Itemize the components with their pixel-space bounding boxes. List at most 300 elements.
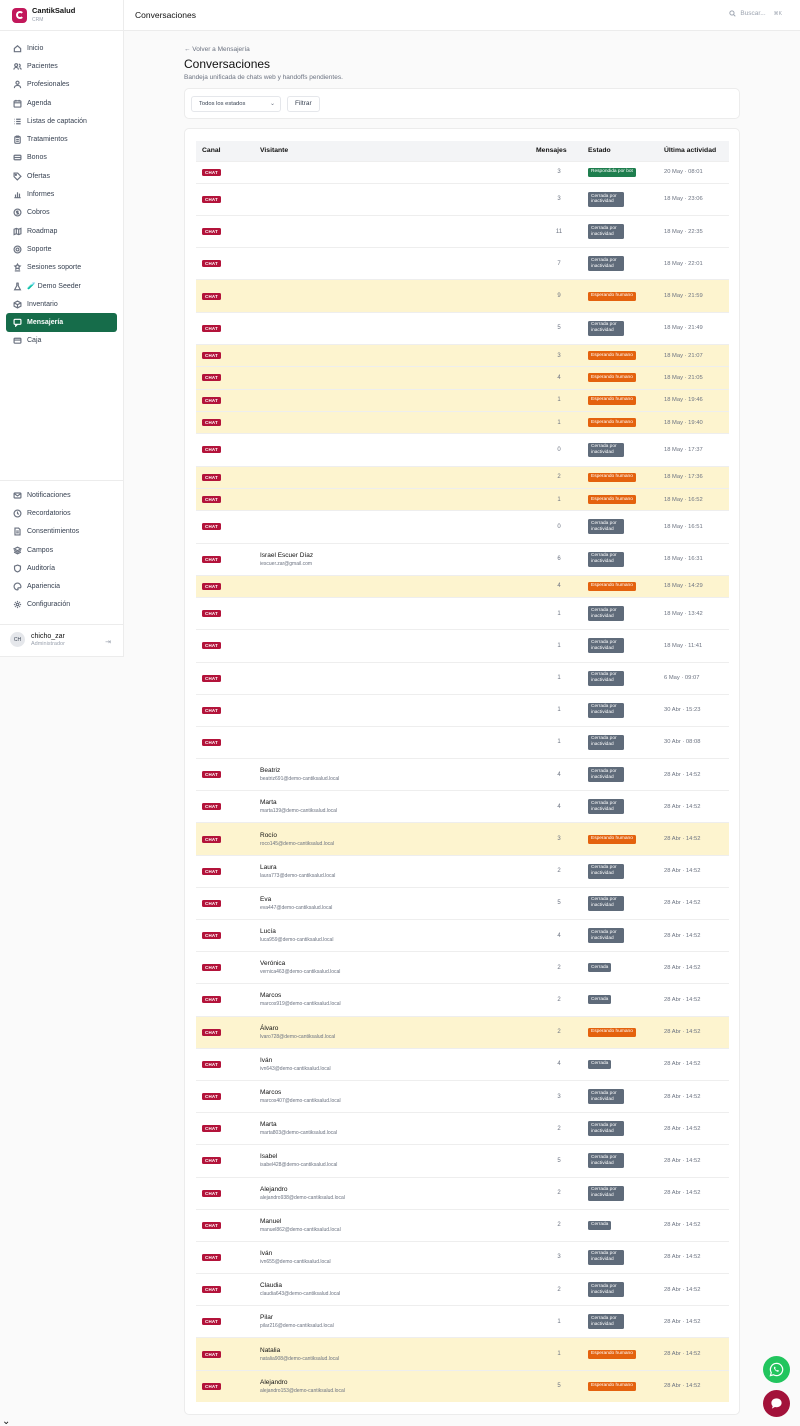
tag-icon bbox=[12, 171, 22, 181]
visitor-name: Alejandro bbox=[260, 1378, 288, 1386]
table-row[interactable] bbox=[196, 575, 729, 597]
search-input[interactable] bbox=[729, 10, 782, 17]
message-count: 6 bbox=[536, 543, 582, 575]
shortcut-hint: ⌘K bbox=[773, 10, 782, 17]
filter-button[interactable]: Filtrar bbox=[287, 96, 320, 112]
status-cell bbox=[582, 726, 658, 758]
message-count: 7 bbox=[536, 248, 582, 280]
chart-icon bbox=[12, 190, 22, 200]
last-activity: 28 Abr · 14:52 bbox=[658, 1145, 729, 1177]
message-count: 4 bbox=[536, 367, 582, 389]
table-row[interactable] bbox=[196, 344, 729, 366]
canal-badge: CHAT bbox=[202, 771, 221, 778]
status-cell bbox=[582, 412, 658, 434]
canal-badge: CHAT bbox=[202, 964, 221, 971]
message-count: 11 bbox=[536, 216, 582, 248]
canal-cell bbox=[196, 823, 254, 855]
canal-cell bbox=[196, 389, 254, 411]
status-cell bbox=[582, 161, 658, 183]
visitor-cell bbox=[254, 412, 536, 434]
visitor-cell bbox=[254, 1113, 536, 1145]
table-row[interactable] bbox=[196, 694, 729, 726]
last-activity: 28 Abr · 14:52 bbox=[658, 952, 729, 984]
sidebar-item-user-group[interactable] bbox=[0, 76, 123, 94]
visitor-email: alejandro938@demo-cantiksalud.local bbox=[260, 1194, 345, 1201]
table-row[interactable] bbox=[196, 280, 729, 312]
last-activity: 18 May · 21:49 bbox=[658, 312, 729, 344]
status-badge: Esperando humano bbox=[588, 1382, 636, 1391]
message-count: 5 bbox=[536, 1145, 582, 1177]
last-activity: 28 Abr · 14:52 bbox=[658, 1016, 729, 1048]
page-subtitle: Bandeja unificada de chats web y handoffs pendientes. bbox=[184, 74, 343, 81]
visitor-email: eva447@demo-cantiksalud.local bbox=[260, 904, 333, 911]
nav-item-label: Informes bbox=[27, 191, 55, 199]
calendar-icon bbox=[12, 98, 22, 108]
sidebar-item-document[interactable] bbox=[0, 523, 123, 541]
visitor-cell bbox=[254, 952, 536, 984]
visitor-email: luca959@demo-cantiksalud.local bbox=[260, 937, 334, 944]
table-row[interactable] bbox=[196, 1241, 729, 1273]
status-badge: Cerrada por inactividad bbox=[588, 1121, 624, 1136]
table-row[interactable] bbox=[196, 161, 729, 183]
canal-cell bbox=[196, 1177, 254, 1209]
message-count: 2 bbox=[536, 1274, 582, 1306]
table-row[interactable] bbox=[196, 791, 729, 823]
status-select-value: Todos los estados bbox=[199, 100, 246, 107]
status-cell bbox=[582, 280, 658, 312]
table-row[interactable] bbox=[196, 248, 729, 280]
table-row[interactable] bbox=[196, 598, 729, 630]
sidebar-item-chart[interactable] bbox=[0, 185, 123, 203]
table-row[interactable] bbox=[196, 389, 729, 411]
canal-badge: CHAT bbox=[202, 374, 221, 381]
header-canal: Canal bbox=[196, 141, 254, 161]
sidebar-item-calendar[interactable] bbox=[0, 94, 123, 112]
canal-cell bbox=[196, 887, 254, 919]
status-badge: Cerrada por inactividad bbox=[588, 256, 624, 271]
user-name: chicho_zar bbox=[31, 632, 65, 640]
message-count: 0 bbox=[536, 434, 582, 466]
canal-badge: CHAT bbox=[202, 397, 221, 404]
visitor-cell bbox=[254, 1145, 536, 1177]
sidebar-item-flask[interactable] bbox=[0, 277, 123, 295]
status-cell bbox=[582, 598, 658, 630]
status-badge: Esperando humano bbox=[588, 373, 636, 382]
table-row[interactable] bbox=[196, 183, 729, 215]
header-visitante: Visitante bbox=[254, 141, 536, 161]
status-cell bbox=[582, 630, 658, 662]
nav-item-label: Soporte bbox=[27, 245, 52, 253]
canal-cell bbox=[196, 1306, 254, 1338]
status-cell bbox=[582, 1048, 658, 1080]
status-badge: Esperando humano bbox=[588, 292, 636, 301]
canal-badge: CHAT bbox=[202, 1254, 221, 1261]
canal-badge: CHAT bbox=[202, 419, 221, 426]
lifebuoy-icon bbox=[12, 244, 22, 254]
canal-cell bbox=[196, 1370, 254, 1402]
sidebar-item-support-session[interactable] bbox=[0, 259, 123, 277]
sidebar-item-ticket[interactable] bbox=[0, 149, 123, 167]
canal-badge: CHAT bbox=[202, 675, 221, 682]
canal-cell bbox=[196, 662, 254, 694]
last-activity: 30 Abr · 08:08 bbox=[658, 726, 729, 758]
last-activity: 18 May · 21:05 bbox=[658, 367, 729, 389]
visitor-email: marta803@demo-cantiksalud.local bbox=[260, 1130, 338, 1137]
last-activity: 18 May · 21:59 bbox=[658, 280, 729, 312]
canal-badge: CHAT bbox=[202, 836, 221, 843]
visitor-cell bbox=[254, 280, 536, 312]
message-count: 2 bbox=[536, 1016, 582, 1048]
map-icon bbox=[12, 226, 22, 236]
status-cell bbox=[582, 984, 658, 1016]
message-count: 1 bbox=[536, 630, 582, 662]
status-badge: Cerrada por inactividad bbox=[588, 224, 624, 239]
canal-cell bbox=[196, 984, 254, 1016]
canal-badge: CHAT bbox=[202, 707, 221, 714]
canal-badge: CHAT bbox=[202, 900, 221, 907]
canal-badge: CHAT bbox=[202, 446, 221, 453]
sidebar-item-map[interactable] bbox=[0, 222, 123, 240]
status-cell bbox=[582, 1080, 658, 1112]
visitor-cell bbox=[254, 1241, 536, 1273]
back-link[interactable]: ← Volver a Mensajería bbox=[184, 46, 250, 53]
status-cell bbox=[582, 389, 658, 411]
visitor-cell bbox=[254, 248, 536, 280]
table-row[interactable] bbox=[196, 1306, 729, 1338]
visitor-cell bbox=[254, 575, 536, 597]
status-badge: Respondida por bot bbox=[588, 168, 636, 177]
sidebar-item-list[interactable] bbox=[0, 112, 123, 130]
status-cell bbox=[582, 1338, 658, 1370]
canal-cell bbox=[196, 726, 254, 758]
visitor-cell bbox=[254, 312, 536, 344]
visitor-name: Marcos bbox=[260, 1089, 282, 1097]
last-activity: 28 Abr · 14:52 bbox=[658, 920, 729, 952]
canal-badge: CHAT bbox=[202, 1125, 221, 1132]
visitor-cell bbox=[254, 1338, 536, 1370]
visitor-name: Álvaro bbox=[260, 1024, 279, 1032]
last-activity: 28 Abr · 14:52 bbox=[658, 759, 729, 791]
status-cell bbox=[582, 823, 658, 855]
status-badge: Cerrada por inactividad bbox=[588, 735, 624, 750]
sidebar-item-clipboard[interactable] bbox=[0, 130, 123, 148]
canal-badge: CHAT bbox=[202, 1190, 221, 1197]
sidebar-item-gear[interactable] bbox=[0, 596, 123, 614]
stack-icon bbox=[12, 545, 22, 555]
last-activity: 18 May · 14:29 bbox=[658, 575, 729, 597]
message-count: 4 bbox=[536, 759, 582, 791]
table-row[interactable] bbox=[196, 662, 729, 694]
table-row[interactable] bbox=[196, 1016, 729, 1048]
message-count: 3 bbox=[536, 183, 582, 215]
table-row[interactable] bbox=[196, 630, 729, 662]
table-row[interactable] bbox=[196, 823, 729, 855]
logout-icon[interactable]: ⇥ bbox=[105, 639, 111, 646]
status-badge: Cerrada por inactividad bbox=[588, 1314, 624, 1329]
visitor-email: natalia908@demo-cantiksalud.local bbox=[260, 1355, 340, 1362]
last-activity: 28 Abr · 14:52 bbox=[658, 855, 729, 887]
status-badge: Esperando humano bbox=[588, 582, 636, 591]
brand-name: CantikSalud bbox=[32, 6, 76, 16]
chat-widget-button[interactable] bbox=[763, 1390, 790, 1417]
sidebar-item-box[interactable] bbox=[0, 295, 123, 313]
nav-item-label: Cobros bbox=[27, 209, 50, 217]
message-count: 2 bbox=[536, 1177, 582, 1209]
nav-item-label: Notificaciones bbox=[27, 491, 71, 499]
last-activity: 28 Abr · 14:52 bbox=[658, 1306, 729, 1338]
visitor-cell bbox=[254, 367, 536, 389]
status-badge: Cerrada por inactividad bbox=[588, 703, 624, 718]
visitor-cell bbox=[254, 1177, 536, 1209]
visitor-name: Natalia bbox=[260, 1346, 281, 1354]
message-count: 1 bbox=[536, 662, 582, 694]
sidebar-item-tag[interactable] bbox=[0, 167, 123, 185]
visitor-name: Isabel bbox=[260, 1153, 278, 1161]
visitor-cell bbox=[254, 759, 536, 791]
table-row[interactable] bbox=[196, 887, 729, 919]
status-badge: Cerrada bbox=[588, 963, 611, 972]
table-row[interactable] bbox=[196, 1145, 729, 1177]
header-actividad: Última actividad bbox=[658, 141, 729, 161]
nav-item-label: Mensajería bbox=[27, 319, 64, 327]
status-cell bbox=[582, 367, 658, 389]
brand-subtitle: CRM bbox=[32, 16, 44, 23]
table-row[interactable] bbox=[196, 216, 729, 248]
visitor-cell bbox=[254, 1209, 536, 1241]
status-badge: Cerrada por inactividad bbox=[588, 799, 624, 814]
sidebar-item-palette[interactable] bbox=[0, 577, 123, 595]
sidebar-item-shield[interactable] bbox=[0, 559, 123, 577]
status-cell bbox=[582, 183, 658, 215]
status-cell bbox=[582, 1274, 658, 1306]
message-count: 2 bbox=[536, 984, 582, 1016]
sidebar-item-coin[interactable] bbox=[0, 204, 123, 222]
last-activity: 18 May · 19:40 bbox=[658, 412, 729, 434]
message-count: 5 bbox=[536, 887, 582, 919]
status-badge: Cerrada por inactividad bbox=[588, 192, 624, 207]
visitor-email: manuel862@demo-cantiksalud.local bbox=[260, 1226, 341, 1233]
table-row[interactable] bbox=[196, 1338, 729, 1370]
visitor-cell bbox=[254, 630, 536, 662]
visitor-cell bbox=[254, 183, 536, 215]
message-count: 5 bbox=[536, 312, 582, 344]
canal-badge: CHAT bbox=[202, 1157, 221, 1164]
nav-item-label: Tratamientos bbox=[27, 136, 68, 144]
nav-item-label: Pacientes bbox=[27, 62, 58, 70]
status-cell bbox=[582, 1113, 658, 1145]
nav-item-label: Listas de captación bbox=[27, 117, 87, 125]
table-row[interactable] bbox=[196, 367, 729, 389]
table-row[interactable] bbox=[196, 412, 729, 434]
last-activity: 28 Abr · 14:52 bbox=[658, 823, 729, 855]
table-row[interactable] bbox=[196, 312, 729, 344]
table-row[interactable] bbox=[196, 543, 729, 575]
canal-badge: CHAT bbox=[202, 610, 221, 617]
canal-badge: CHAT bbox=[202, 228, 221, 235]
message-count: 4 bbox=[536, 791, 582, 823]
last-activity: 18 May · 16:51 bbox=[658, 511, 729, 543]
visitor-name: Laura bbox=[260, 863, 277, 871]
message-count: 9 bbox=[536, 280, 582, 312]
canal-cell bbox=[196, 1145, 254, 1177]
table-row[interactable] bbox=[196, 1209, 729, 1241]
canal-badge: CHAT bbox=[202, 642, 221, 649]
canal-cell bbox=[196, 759, 254, 791]
table-row[interactable] bbox=[196, 920, 729, 952]
canal-cell bbox=[196, 1080, 254, 1112]
status-cell bbox=[582, 434, 658, 466]
visitor-name: Alejandro bbox=[260, 1185, 288, 1193]
nav-item-label: Sesiones soporte bbox=[27, 264, 82, 272]
brand-logo-icon bbox=[12, 8, 27, 23]
visitor-email: pilar216@demo-cantiksalud.local bbox=[260, 1323, 334, 1330]
whatsapp-button[interactable] bbox=[763, 1356, 790, 1383]
table-row[interactable] bbox=[196, 466, 729, 488]
canal-badge: CHAT bbox=[202, 169, 221, 176]
last-activity: 18 May · 17:37 bbox=[658, 434, 729, 466]
table-row[interactable] bbox=[196, 855, 729, 887]
status-badge: Esperando humano bbox=[588, 418, 636, 427]
table-row[interactable] bbox=[196, 759, 729, 791]
whatsapp-icon bbox=[769, 1362, 784, 1377]
last-activity: 18 May · 17:36 bbox=[658, 466, 729, 488]
table-row[interactable] bbox=[196, 511, 729, 543]
status-badge: Cerrada por inactividad bbox=[588, 321, 624, 336]
table-row[interactable] bbox=[196, 1370, 729, 1402]
canal-badge: CHAT bbox=[202, 196, 221, 203]
table-row[interactable] bbox=[196, 1274, 729, 1306]
document-icon bbox=[12, 527, 22, 537]
visitor-cell bbox=[254, 488, 536, 510]
canal-badge: CHAT bbox=[202, 803, 221, 810]
status-badge: Esperando humano bbox=[588, 351, 636, 360]
last-activity: 18 May · 21:07 bbox=[658, 344, 729, 366]
message-count: 2 bbox=[536, 1209, 582, 1241]
shield-icon bbox=[12, 563, 22, 573]
status-cell bbox=[582, 855, 658, 887]
message-count: 3 bbox=[536, 1241, 582, 1273]
avatar: CH bbox=[10, 632, 25, 647]
visitor-email: vernica463@demo-cantiksalud.local bbox=[260, 969, 341, 976]
canal-cell bbox=[196, 694, 254, 726]
status-cell bbox=[582, 216, 658, 248]
visitor-email: ivn655@demo-cantiksalud.local bbox=[260, 1258, 331, 1265]
visitor-cell bbox=[254, 1370, 536, 1402]
message-count: 5 bbox=[536, 1370, 582, 1402]
canal-badge: CHAT bbox=[202, 1351, 221, 1358]
message-count: 0 bbox=[536, 511, 582, 543]
status-badge: Cerrada bbox=[588, 1221, 611, 1230]
chevron-down-icon[interactable]: ⌄ bbox=[2, 1416, 11, 1426]
coin-icon bbox=[12, 208, 22, 218]
sidebar-item-chat[interactable] bbox=[6, 313, 117, 331]
table-row[interactable] bbox=[196, 434, 729, 466]
status-badge: Cerrada por inactividad bbox=[588, 671, 624, 686]
table-row[interactable] bbox=[196, 1113, 729, 1145]
visitor-cell bbox=[254, 791, 536, 823]
nav-item-label: 🧪 Demo Seeder bbox=[27, 283, 81, 290]
last-activity: 20 May · 08:01 bbox=[658, 161, 729, 183]
status-badge: Esperando humano bbox=[588, 473, 636, 482]
nav-item-label: Inventario bbox=[27, 300, 58, 308]
table-row[interactable] bbox=[196, 726, 729, 758]
canal-cell bbox=[196, 412, 254, 434]
visitor-name: Marta bbox=[260, 799, 277, 807]
table-row[interactable] bbox=[196, 1177, 729, 1209]
chat-icon bbox=[12, 318, 22, 328]
status-select[interactable] bbox=[191, 96, 281, 112]
message-count: 2 bbox=[536, 466, 582, 488]
message-count: 2 bbox=[536, 952, 582, 984]
visitor-cell bbox=[254, 543, 536, 575]
last-activity: 28 Abr · 14:52 bbox=[658, 1241, 729, 1273]
visitor-email: marcos919@demo-cantiksalud.local bbox=[260, 1001, 341, 1008]
sidebar-item-mail[interactable] bbox=[0, 486, 123, 504]
canal-cell bbox=[196, 920, 254, 952]
status-cell bbox=[582, 920, 658, 952]
user-profile[interactable] bbox=[0, 624, 123, 654]
user-role: Administrador bbox=[31, 640, 65, 647]
last-activity: 18 May · 16:52 bbox=[658, 488, 729, 510]
visitor-email: marta139@demo-cantiksalud.local bbox=[260, 808, 338, 815]
canal-cell bbox=[196, 280, 254, 312]
message-count: 1 bbox=[536, 598, 582, 630]
visitor-cell bbox=[254, 344, 536, 366]
status-badge: Cerrada por inactividad bbox=[588, 1089, 624, 1104]
table-header bbox=[196, 141, 729, 161]
canal-badge: CHAT bbox=[202, 932, 221, 939]
table-row[interactable] bbox=[196, 952, 729, 984]
canal-cell bbox=[196, 248, 254, 280]
canal-cell bbox=[196, 1209, 254, 1241]
sidebar-item-clock[interactable] bbox=[0, 504, 123, 522]
box-icon bbox=[12, 299, 22, 309]
flask-icon bbox=[12, 281, 22, 291]
visitor-name: Rocío bbox=[260, 831, 277, 839]
visitor-cell bbox=[254, 389, 536, 411]
table-row[interactable] bbox=[196, 984, 729, 1016]
sidebar-item-users[interactable] bbox=[0, 57, 123, 75]
canal-cell bbox=[196, 1338, 254, 1370]
sidebar bbox=[0, 0, 124, 657]
status-cell bbox=[582, 1306, 658, 1338]
canal-cell bbox=[196, 434, 254, 466]
brand[interactable] bbox=[0, 0, 123, 31]
visitor-name: Marta bbox=[260, 1121, 277, 1129]
status-badge: Cerrada por inactividad bbox=[588, 443, 624, 458]
palette-icon bbox=[12, 582, 22, 592]
nav-item-label: Inicio bbox=[27, 44, 44, 52]
table-row[interactable] bbox=[196, 488, 729, 510]
message-count: 3 bbox=[536, 161, 582, 183]
status-cell bbox=[582, 887, 658, 919]
sidebar-item-home[interactable] bbox=[0, 39, 123, 57]
sidebar-item-lifebuoy[interactable] bbox=[0, 240, 123, 258]
filter-bar bbox=[184, 88, 740, 119]
sidebar-item-stack[interactable] bbox=[0, 541, 123, 559]
visitor-email: isabel428@demo-cantiksalud.local bbox=[260, 1162, 338, 1169]
table-row[interactable] bbox=[196, 1080, 729, 1112]
status-cell bbox=[582, 488, 658, 510]
table-row[interactable] bbox=[196, 1048, 729, 1080]
last-activity: 28 Abr · 14:52 bbox=[658, 984, 729, 1016]
last-activity: 28 Abr · 14:52 bbox=[658, 887, 729, 919]
sidebar-item-register[interactable] bbox=[0, 332, 123, 350]
canal-badge: CHAT bbox=[202, 474, 221, 481]
canal-badge: CHAT bbox=[202, 496, 221, 503]
status-badge: Cerrada por inactividad bbox=[588, 519, 624, 534]
message-count: 1 bbox=[536, 726, 582, 758]
